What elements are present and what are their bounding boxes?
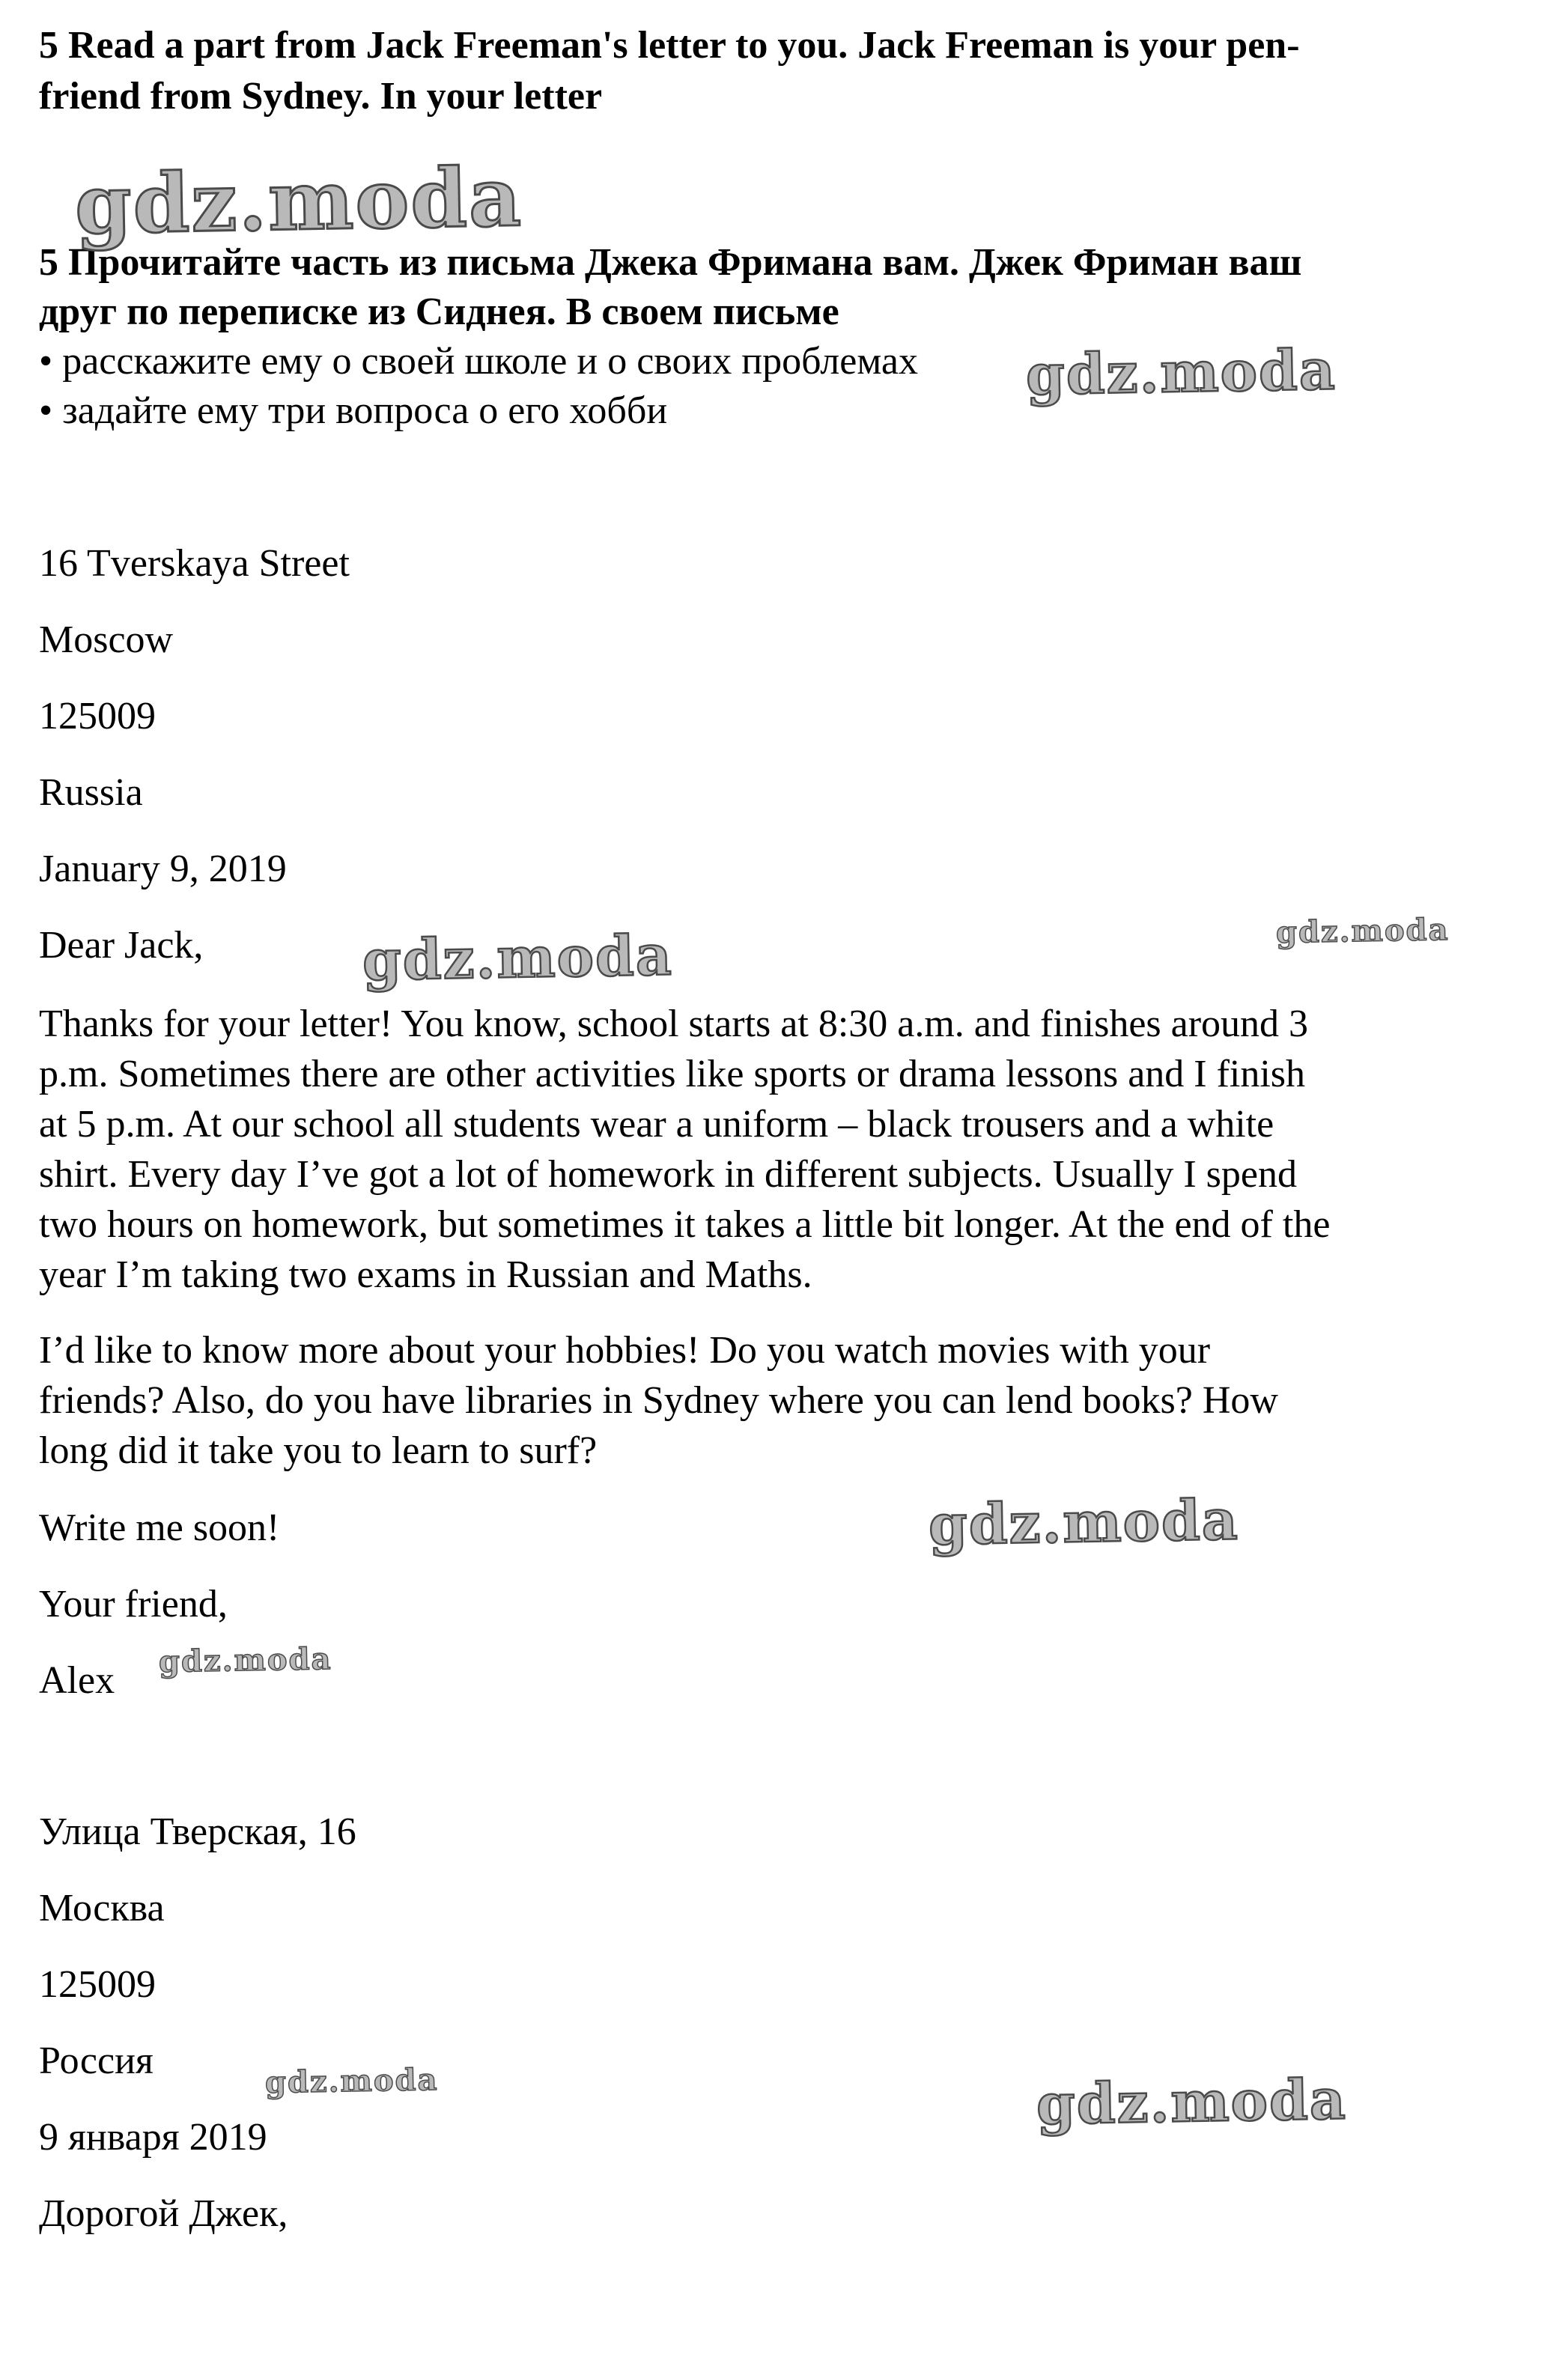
paragraph-1-line: shirt. Every day I’ve got a lot of homework in different subjects. Usually I spend	[39, 1153, 1297, 1196]
address-en-postcode: 125009	[39, 695, 156, 738]
task-ru-bullet-2: • задайте ему три вопроса о его хобби	[39, 389, 668, 432]
address-ru-city: Москва	[39, 1887, 165, 1929]
paragraph-1-line: year I’m taking two exams in Russian and Maths.	[39, 1253, 812, 1296]
letter-ru-date: 9 января 2019	[39, 2116, 267, 2159]
address-ru-country: Россия	[39, 2040, 154, 2082]
paragraph-2-line: friends? Also, do you have libraries in Sydney where you can lend books? How	[39, 1379, 1278, 1422]
task-ru-line-1: 5 Прочитайте часть из письма Джека Фримана вам. Джек Фриман ваш	[39, 241, 1302, 284]
paragraph-2-line: I’d like to know more about your hobbies! Do you watch movies with your	[39, 1329, 1211, 1372]
letter-en-signature: Alex	[39, 1659, 115, 1702]
address-en-street: 16 Tverskaya Street	[39, 542, 350, 585]
paragraph-2-line: long did it take you to learn to surf?	[39, 1429, 598, 1472]
watermark: gdz.moda	[1275, 911, 1450, 951]
letter-ru-greeting: Дорогой Джек,	[39, 2192, 288, 2235]
watermark: gdz.moda	[928, 1488, 1240, 1558]
letter-en-date: January 9, 2019	[39, 848, 287, 890]
task-en-line-2: friend from Sydney. In your letter	[39, 75, 603, 118]
task-ru-line-2: друг по переписке из Сиднея. В своем письме	[39, 291, 839, 333]
letter-en-paragraph-2	[39, 1325, 1499, 1476]
paragraph-1-line: two hours on homework, but sometimes it takes a little bit longer. At the end of the	[39, 1203, 1331, 1246]
paragraph-1-line: at 5 p.m. At our school all students wear a uniform – black trousers and a white	[39, 1103, 1274, 1146]
address-en-country: Russia	[39, 771, 143, 814]
letter-en-greeting: Dear Jack,	[39, 924, 204, 967]
watermark: gdz.moda	[1036, 2067, 1348, 2138]
address-en-city: Moscow	[39, 618, 174, 661]
address-ru-postcode: 125009	[39, 1963, 156, 2006]
letter-en-closing: Write me soon!	[39, 1506, 280, 1549]
task-en-line-1: 5 Read a part from Jack Freeman's letter to you. Jack Freeman is your pen-	[39, 24, 1300, 67]
task-ru-bullet-1: • расскажите ему о своей школе и о своих проблемах	[39, 340, 918, 383]
letter-en-paragraph-1	[39, 999, 1499, 1300]
watermark: gdz.moda	[73, 150, 523, 253]
watermark: gdz.moda	[158, 1640, 332, 1680]
letter-en-signoff: Your friend,	[39, 1583, 228, 1625]
watermark: gdz.moda	[1025, 338, 1337, 408]
watermark: gdz.moda	[264, 2061, 439, 2101]
paragraph-1-line: Thanks for your letter! You know, school starts at 8:30 a.m. and finishes around 3	[39, 1003, 1309, 1045]
watermark: gdz.moda	[362, 923, 674, 994]
address-ru-street: Улица Тверская, 16	[39, 1810, 356, 1853]
paragraph-1-line: p.m. Sometimes there are other activities like sports or drama lessons and I finish	[39, 1053, 1306, 1095]
